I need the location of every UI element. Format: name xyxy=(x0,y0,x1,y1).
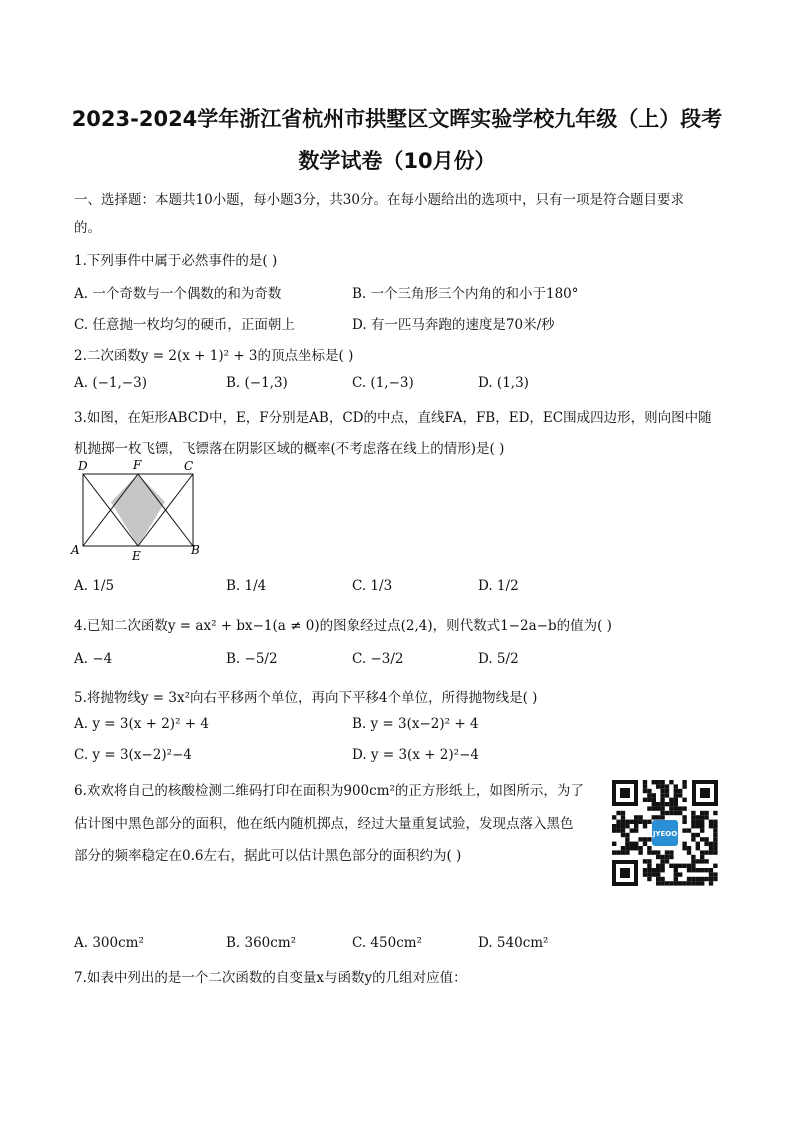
qr-module xyxy=(678,881,682,885)
q2-option-a: A. (−1,−3) xyxy=(74,375,147,391)
q6-stem-line1: 6.欢欢将自己的核酸检测二维码打印在面积为900cm²的正方形纸上，如图所示，为了 xyxy=(74,783,584,799)
qr-module xyxy=(691,881,695,885)
qr-module xyxy=(674,789,678,793)
q5-option-c: C. y = 3(x−2)²−4 xyxy=(74,747,192,763)
qr-module xyxy=(625,824,629,828)
qr-module xyxy=(643,780,647,784)
qr-module xyxy=(678,806,682,810)
qr-module xyxy=(643,868,647,872)
qr-module xyxy=(652,793,656,797)
qr-module xyxy=(700,859,704,863)
qr-module xyxy=(665,855,669,859)
q6-option-b: B. 360cm² xyxy=(226,935,297,951)
qr-module xyxy=(709,881,713,885)
qr-module xyxy=(713,846,717,850)
qr-module xyxy=(660,798,664,802)
qr-module xyxy=(652,868,656,872)
qr-module xyxy=(656,850,660,854)
qr-module xyxy=(713,842,717,846)
label-b: B xyxy=(191,543,200,557)
qr-module xyxy=(660,806,664,810)
qr-module xyxy=(634,846,638,850)
qr-module xyxy=(612,815,616,819)
qr-module xyxy=(713,837,717,841)
qr-module xyxy=(665,850,669,854)
qr-module xyxy=(713,828,717,832)
q5-option-d: D. y = 3(x + 2)²−4 xyxy=(352,747,479,763)
qr-module xyxy=(612,824,616,828)
qr-module xyxy=(704,868,708,872)
qr-module xyxy=(704,850,708,854)
qr-module xyxy=(669,855,673,859)
q6-option-d: D. 540cm² xyxy=(478,935,549,951)
qr-module xyxy=(709,824,713,828)
qr-module xyxy=(691,877,695,881)
qr-module xyxy=(696,824,700,828)
qr-module xyxy=(682,806,686,810)
q3-stem-line2: 机抛掷一枚飞镖，飞镖落在阴影区域的概率(不考虑落在线上的情形)是( ) xyxy=(74,441,505,457)
qr-module xyxy=(612,842,616,846)
qr-module xyxy=(682,815,686,819)
qr-module xyxy=(656,881,660,885)
qr-module xyxy=(691,811,695,815)
qr-module xyxy=(678,872,682,876)
qr-module xyxy=(647,868,651,872)
qr-module xyxy=(687,881,691,885)
qr-module xyxy=(700,820,704,824)
qr-module xyxy=(643,837,647,841)
qr-module xyxy=(682,780,686,784)
q5-option-a: A. y = 3(x + 2)² + 4 xyxy=(74,716,209,732)
qr-module xyxy=(691,837,695,841)
qr-module xyxy=(696,820,700,824)
qr-module xyxy=(621,833,625,837)
qr-module xyxy=(652,850,656,854)
qr-module xyxy=(660,859,664,863)
q4-option-d: D. 5/2 xyxy=(478,651,519,667)
qr-module xyxy=(691,820,695,824)
qr-module xyxy=(696,859,700,863)
qr-module xyxy=(713,811,717,815)
q3-option-d: D. 1/2 xyxy=(478,578,519,594)
qr-module xyxy=(709,820,713,824)
qr-module xyxy=(687,828,691,832)
qr-module xyxy=(691,868,695,872)
label-d: D xyxy=(78,459,88,473)
qr-module xyxy=(616,850,620,854)
q6-stem-line2: 估计图中黑色部分的面积，他在纸内随机掷点，经过大量重复试验，发现点落入黑色 xyxy=(74,816,574,832)
qr-module xyxy=(669,850,673,854)
qr-module xyxy=(669,806,673,810)
qr-module xyxy=(660,811,664,815)
q3-rectangle-figure xyxy=(70,456,200,562)
qr-module xyxy=(652,806,656,810)
qr-module xyxy=(660,855,664,859)
qr-module xyxy=(621,820,625,824)
qr-module xyxy=(674,877,678,881)
qr-module xyxy=(621,850,625,854)
qr-module xyxy=(656,780,660,784)
qr-module xyxy=(687,850,691,854)
qr-module xyxy=(700,855,704,859)
qr-module xyxy=(674,784,678,788)
qr-module xyxy=(691,815,695,819)
q4-stem: 4.已知二次函数y = ax² + bx−1(a ≠ 0)的图象经过点(2,4)，则代数式1−2a−b的值为( ) xyxy=(74,618,612,634)
qr-module xyxy=(700,877,704,881)
qr-module xyxy=(625,850,629,854)
qr-module xyxy=(713,850,717,854)
qr-logo-text: JYEOO xyxy=(652,830,678,838)
qr-module xyxy=(674,793,678,797)
qr-module xyxy=(643,789,647,793)
qr-module xyxy=(634,820,638,824)
qr-module xyxy=(656,855,660,859)
q3-stem-line1: 3.如图，在矩形ABCD中，E，F分别是AB，CD的中点，直线FA，FB，ED，EC围成四边形，则向图中随 xyxy=(74,410,712,426)
qr-module xyxy=(674,802,678,806)
qr-module xyxy=(612,828,616,832)
qr-module xyxy=(704,859,708,863)
qr-module xyxy=(660,789,664,793)
q2-option-c: C. (1,−3) xyxy=(352,375,414,391)
qr-module xyxy=(669,864,673,868)
qr-module xyxy=(665,793,669,797)
qr-module xyxy=(700,824,704,828)
qr-module xyxy=(638,850,642,854)
qr-module xyxy=(643,820,647,824)
qr-module xyxy=(691,855,695,859)
qr-module xyxy=(647,837,651,841)
qr-module xyxy=(713,872,717,876)
qr-module xyxy=(625,842,629,846)
qr-module xyxy=(665,789,669,793)
qr-module xyxy=(709,850,713,854)
qr-module xyxy=(674,811,678,815)
qr-module xyxy=(669,798,673,802)
qr-module xyxy=(704,842,708,846)
qr-module xyxy=(643,872,647,876)
qr-module xyxy=(700,811,704,815)
qr-module xyxy=(643,784,647,788)
qr-module xyxy=(652,798,656,802)
q5-stem: 5.将抛物线y = 3x²向右平移两个单位，再向下平移4个单位，所得抛物线是( ) xyxy=(74,690,538,706)
qr-module xyxy=(616,811,620,815)
qr-module xyxy=(647,850,651,854)
qr-module xyxy=(621,828,625,832)
label-e: E xyxy=(132,549,141,562)
q2-stem: 2.二次函数y = 2(x + 1)² + 3的顶点坐标是( ) xyxy=(74,348,354,364)
qr-module xyxy=(696,846,700,850)
label-c: C xyxy=(184,459,194,473)
qr-module xyxy=(656,802,660,806)
qr-module xyxy=(665,811,669,815)
qr-module xyxy=(713,820,717,824)
qr-module xyxy=(656,872,660,876)
qr-module xyxy=(696,868,700,872)
qr-module xyxy=(696,815,700,819)
qr-module xyxy=(704,837,708,841)
qr-module xyxy=(700,868,704,872)
q1-stem: 1.下列事件中属于必然事件的是( ) xyxy=(74,253,278,269)
label-a: A xyxy=(71,543,80,557)
qr-module xyxy=(704,811,708,815)
qr-module xyxy=(634,842,638,846)
qr-module xyxy=(700,881,704,885)
qr-module xyxy=(713,877,717,881)
qr-module xyxy=(630,842,634,846)
qr-module xyxy=(612,850,616,854)
qr-module xyxy=(687,846,691,850)
qr-module xyxy=(678,793,682,797)
qr-module xyxy=(682,864,686,868)
qr-module xyxy=(647,820,651,824)
qr-module xyxy=(621,815,625,819)
qr-module xyxy=(630,828,634,832)
qr-module xyxy=(682,846,686,850)
qr-module xyxy=(674,806,678,810)
qr-module xyxy=(687,864,691,868)
qr-module xyxy=(696,877,700,881)
qr-module xyxy=(643,824,647,828)
qr-module xyxy=(625,846,629,850)
qr-module xyxy=(638,846,642,850)
qr-module xyxy=(696,833,700,837)
qr-module xyxy=(647,806,651,810)
q4-option-c: C. −3/2 xyxy=(352,651,404,667)
qr-code-image xyxy=(612,780,718,886)
qr-module xyxy=(647,793,651,797)
qr-module xyxy=(691,833,695,837)
q1-option-d: D. 有一匹马奔跑的速度是70米/秒 xyxy=(352,317,555,333)
qr-module xyxy=(674,864,678,868)
qr-module xyxy=(691,824,695,828)
qr-module xyxy=(638,837,642,841)
q4-option-a: A. −4 xyxy=(74,651,113,667)
q6-option-c: C. 450cm² xyxy=(352,935,422,951)
qr-module xyxy=(616,824,620,828)
qr-module xyxy=(625,837,629,841)
qr-module xyxy=(660,784,664,788)
qr-module xyxy=(665,784,669,788)
qr-module xyxy=(691,859,695,863)
qr-module xyxy=(713,824,717,828)
qr-module xyxy=(682,798,686,802)
qr-module xyxy=(700,837,704,841)
qr-module xyxy=(709,872,713,876)
qr-module xyxy=(691,864,695,868)
qr-module xyxy=(647,872,651,876)
qr-module xyxy=(643,798,647,802)
qr-module xyxy=(652,872,656,876)
qr-module xyxy=(669,780,673,784)
qr-module xyxy=(674,881,678,885)
qr-module xyxy=(616,820,620,824)
qr-module xyxy=(674,798,678,802)
qr-module xyxy=(625,833,629,837)
qr-module xyxy=(638,815,642,819)
qr-module xyxy=(643,859,647,863)
qr-module xyxy=(709,842,713,846)
qr-module xyxy=(682,820,686,824)
q2-option-d: D. (1,3) xyxy=(478,375,529,391)
section-instruction-line1: 一、选择题：本题共10小题，每小题3分，共30分。在每小题给出的选项中，只有一项是符合题目要求 xyxy=(74,192,684,208)
q3-option-c: C. 1/3 xyxy=(352,578,393,594)
label-f: F xyxy=(133,458,142,472)
qr-module xyxy=(647,864,651,868)
qr-module xyxy=(652,815,656,819)
qr-module xyxy=(630,846,634,850)
page-subtitle: 数学试卷（10月份） xyxy=(298,149,496,173)
qr-module xyxy=(700,850,704,854)
qr-module xyxy=(665,802,669,806)
qr-module xyxy=(682,784,686,788)
qr-module xyxy=(656,868,660,872)
qr-module xyxy=(621,824,625,828)
qr-module xyxy=(656,784,660,788)
qr-module xyxy=(638,820,642,824)
qr-module xyxy=(687,868,691,872)
qr-module xyxy=(713,864,717,868)
qr-module xyxy=(656,806,660,810)
q6-stem-line3: 部分的频率稳定在0.6左右，据此可以估计黑色部分的面积约为( ) xyxy=(74,848,462,864)
qr-module xyxy=(660,780,664,784)
q2-option-b: B. (−1,3) xyxy=(226,375,288,391)
qr-module xyxy=(652,802,656,806)
qr-module xyxy=(709,868,713,872)
qr-module xyxy=(678,811,682,815)
qr-module xyxy=(682,828,686,832)
q3-option-a: A. 1/5 xyxy=(74,578,115,594)
qr-module xyxy=(709,846,713,850)
qr-module xyxy=(656,864,660,868)
qr-module xyxy=(643,842,647,846)
qr-module xyxy=(647,846,651,850)
qr-module xyxy=(700,828,704,832)
qr-module xyxy=(682,881,686,885)
qr-module xyxy=(682,842,686,846)
qr-module xyxy=(660,864,664,868)
qr-module xyxy=(674,872,678,876)
qr-module xyxy=(696,881,700,885)
qr-module xyxy=(660,802,664,806)
qr-module xyxy=(656,877,660,881)
qr-module xyxy=(616,828,620,832)
q7-stem: 7.如表中列出的是一个二次函数的自变量x与函数y的几组对应值： xyxy=(74,970,467,986)
qr-module xyxy=(634,815,638,819)
qr-module xyxy=(660,815,664,819)
qr-module xyxy=(669,802,673,806)
qr-module xyxy=(669,881,673,885)
qr-module xyxy=(669,811,673,815)
qr-module xyxy=(660,868,664,872)
q1-option-c: C. 任意抛一枚均匀的硬币，正面朝上 xyxy=(74,317,295,333)
qr-module xyxy=(621,846,625,850)
qr-module xyxy=(625,820,629,824)
qr-module xyxy=(660,877,664,881)
qr-module xyxy=(647,798,651,802)
qr-module xyxy=(687,877,691,881)
qr-module xyxy=(709,877,713,881)
q5-option-b: B. y = 3(x−2)² + 4 xyxy=(352,716,479,732)
page-title: 2023-2024学年浙江省杭州市拱墅区文晖实验学校九年级（上）段考 xyxy=(71,107,723,131)
qr-module xyxy=(678,789,682,793)
section-instruction-line2: 的。 xyxy=(74,220,101,236)
qr-module xyxy=(634,824,638,828)
qr-module xyxy=(665,859,669,863)
qr-module xyxy=(621,811,625,815)
q1-option-b: B. 一个三角形三个内角的和小于180° xyxy=(352,286,579,302)
q1-option-a: A. 一个奇数与一个偶数的和为奇数 xyxy=(74,286,282,302)
qr-module xyxy=(696,842,700,846)
qr-module xyxy=(630,820,634,824)
qr-module xyxy=(665,881,669,885)
q3-option-b: B. 1/4 xyxy=(226,578,267,594)
qr-module xyxy=(704,877,708,881)
qr-module xyxy=(634,828,638,832)
q6-option-a: A. 300cm² xyxy=(74,935,144,951)
qr-module xyxy=(704,815,708,819)
qr-module xyxy=(656,815,660,819)
qr-module xyxy=(660,793,664,797)
qr-module xyxy=(674,868,678,872)
qr-module xyxy=(647,859,651,863)
qr-module xyxy=(678,864,682,868)
qr-module xyxy=(713,833,717,837)
qr-module xyxy=(660,881,664,885)
qr-module xyxy=(647,877,651,881)
shaded-quadrilateral xyxy=(111,474,165,546)
qr-module xyxy=(700,815,704,819)
qr-module xyxy=(647,789,651,793)
qr-module xyxy=(652,780,656,784)
q4-option-b: B. −5/2 xyxy=(226,651,278,667)
